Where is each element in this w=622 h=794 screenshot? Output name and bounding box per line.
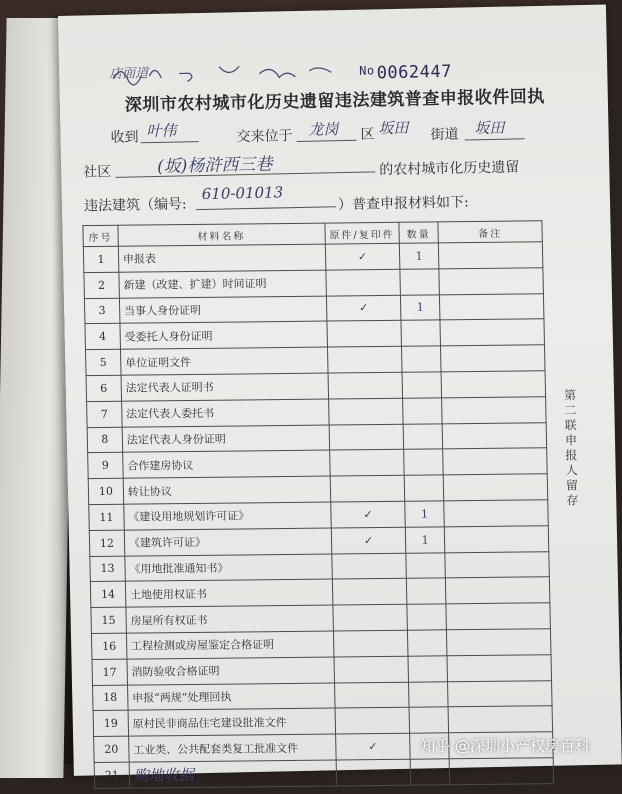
row-material-name: 原村民非商品住宅建设批准文件 <box>128 708 335 736</box>
row-number: 16 <box>91 633 126 659</box>
row-copy-mark <box>328 398 403 425</box>
row-quantity <box>400 269 439 295</box>
row-quantity <box>407 578 446 604</box>
subdistrict-value: 坂田 <box>378 118 409 138</box>
header-no: 序号 <box>83 225 118 246</box>
row-number: 21 <box>94 762 129 788</box>
row-number: 4 <box>85 324 120 350</box>
row-quantity <box>404 449 443 475</box>
row-material-name: 《建筑许可证》 <box>124 528 331 556</box>
row-copy-mark <box>327 346 402 373</box>
row-memo <box>447 680 552 707</box>
row-number: 12 <box>89 530 124 556</box>
table-row <box>94 758 554 789</box>
row-material-name: 土地使用权证书 <box>125 579 332 607</box>
street-underline <box>465 138 525 140</box>
row-number: 19 <box>93 710 128 736</box>
row-memo <box>444 500 549 527</box>
row-material-name: 当事人身份证明 <box>119 296 326 324</box>
row-quantity <box>401 320 440 346</box>
community-label: 社区 <box>83 163 112 181</box>
row-memo <box>439 293 544 320</box>
header-qty: 数量 <box>399 222 438 243</box>
row-quantity <box>407 604 446 630</box>
row-material-name: 工业类、公共配套类复工批准文件 <box>128 734 335 762</box>
row-memo <box>445 577 550 604</box>
handwritten-extra-entry: 购地收据 <box>133 765 194 785</box>
serial-number <box>359 62 452 84</box>
row-copy-mark <box>327 321 402 348</box>
district-label: 区 <box>360 126 375 143</box>
community-value: (坂)杨浒西三巷 <box>156 154 273 177</box>
receipt-form-page <box>58 5 622 785</box>
row-material-name <box>129 760 336 788</box>
row-material-name: 申报表 <box>118 244 325 272</box>
row-number: 5 <box>85 349 120 375</box>
row-quantity: 1 <box>405 527 444 553</box>
row-memo <box>440 319 545 346</box>
row-number: 14 <box>90 582 125 608</box>
row-quantity: 1 <box>401 294 440 320</box>
row-number: 2 <box>84 272 119 298</box>
row-copy-mark <box>330 475 405 502</box>
row-memo <box>449 758 554 785</box>
row-memo <box>442 422 547 449</box>
row-copy-mark <box>328 372 403 399</box>
watermark: 知乎 @深圳小产权房百科 <box>420 737 590 755</box>
row-memo <box>444 526 549 553</box>
serial-value: 0062447 <box>376 61 453 84</box>
received-underline <box>141 141 199 143</box>
row-material-name: 合作建房协议 <box>123 450 330 478</box>
row-material-name: 法定代表人证明书 <box>121 373 328 401</box>
header-name: 材料名称 <box>118 223 325 246</box>
row-number: 17 <box>92 659 127 685</box>
row-number: 18 <box>93 685 128 711</box>
row-number: 20 <box>94 736 129 762</box>
row-number: 7 <box>87 401 122 427</box>
row-memo <box>446 629 551 656</box>
row-copy-mark <box>332 553 407 580</box>
received-label: 收到 <box>110 129 139 146</box>
row-material-name: 房屋所有权证书 <box>126 605 333 633</box>
row-quantity <box>409 707 448 733</box>
row-quantity <box>403 423 442 449</box>
row-quantity: 1 <box>405 501 444 527</box>
row-number: 3 <box>84 298 119 324</box>
row-material-name: 法定代表人委托书 <box>121 399 328 427</box>
row-copy-mark <box>329 450 404 477</box>
header-memo: 备注 <box>438 221 542 243</box>
row-copy-mark <box>329 424 404 451</box>
row-quantity <box>410 759 449 785</box>
row-copy-mark <box>333 630 408 657</box>
row-copy-mark <box>326 269 401 296</box>
row-number: 9 <box>88 453 123 479</box>
building-label: 违法建筑（编号: <box>83 196 187 215</box>
row-quantity <box>402 372 441 398</box>
row-material-name: 《建设用地规划许可证》 <box>124 502 331 530</box>
row-copy-mark <box>333 604 408 631</box>
row-quantity <box>408 656 447 682</box>
row-material-name: 工程检测或房屋鉴定合格证明 <box>126 631 333 659</box>
row-number: 8 <box>87 427 122 453</box>
row-memo <box>441 371 546 398</box>
history-label: 的农村城市化历史遗留 <box>379 159 520 179</box>
row-memo <box>447 654 552 681</box>
row-memo <box>439 268 544 295</box>
row-memo <box>438 242 543 269</box>
row-number: 11 <box>89 504 124 530</box>
row-number: 13 <box>90 556 125 582</box>
received-value: 叶伟 <box>146 121 177 141</box>
materials-label: ）普查申报材料如下: <box>337 194 469 214</box>
building-number: 610-01013 <box>201 183 284 204</box>
row-copy-mark <box>334 682 409 709</box>
serial-prefix: No <box>359 63 375 78</box>
row-quantity <box>403 398 442 424</box>
row-quantity <box>409 681 448 707</box>
row-memo <box>445 551 550 578</box>
district-underline <box>297 140 357 142</box>
row-material-name: 消防验收合格证明 <box>127 657 334 685</box>
row-number: 6 <box>86 375 121 401</box>
row-memo <box>440 345 545 372</box>
row-material-name: 新建（改建、扩建）时间证明 <box>119 270 326 298</box>
row-quantity <box>402 346 441 372</box>
form-title: 深圳市农村城市化历史遗留违法建筑普查申报收件回执 <box>124 86 546 116</box>
materials-table-body <box>83 242 553 788</box>
row-number: 1 <box>83 246 118 272</box>
row-quantity <box>406 552 445 578</box>
row-memo <box>448 706 553 733</box>
row-material-name: 申报“两规”处理回执 <box>127 683 334 711</box>
street-value: 坂田 <box>474 118 505 138</box>
row-material-name: 《用地批准通知书》 <box>125 554 332 582</box>
row-memo <box>443 448 548 475</box>
street-label: 街道 <box>430 126 459 144</box>
row-copy-mark <box>335 708 410 735</box>
row-quantity <box>404 475 443 501</box>
row-copy-mark: ✓ <box>326 295 401 322</box>
header-copy: 原件/复印件 <box>325 222 400 244</box>
district-value: 龙岗 <box>308 120 339 139</box>
row-memo <box>442 397 547 424</box>
side-note: 第二联 申报人留存 <box>563 388 579 508</box>
scribble-text: 店面道 <box>109 66 149 82</box>
row-material-name: 转让协议 <box>123 476 330 504</box>
submitted-label: 交来位于 <box>236 128 293 146</box>
row-material-name: 受委托人身份证明 <box>120 321 327 349</box>
row-material-name: 单位证明文件 <box>120 347 327 375</box>
row-memo <box>446 603 551 630</box>
row-copy-mark <box>332 579 407 606</box>
row-quantity: 1 <box>400 243 439 269</box>
materials-table <box>82 220 554 788</box>
row-copy-mark <box>334 656 409 683</box>
row-number: 10 <box>88 478 123 504</box>
row-copy-mark: ✓ <box>331 501 406 528</box>
row-material-name: 法定代表人身份证明 <box>122 425 329 453</box>
row-quantity <box>408 630 447 656</box>
row-copy-mark <box>336 759 411 786</box>
building-underline <box>196 206 336 210</box>
row-number: 15 <box>91 607 126 633</box>
row-copy-mark: ✓ <box>335 733 410 760</box>
row-copy-mark: ✓ <box>331 527 406 554</box>
row-copy-mark: ✓ <box>325 243 400 270</box>
row-memo <box>443 474 548 501</box>
